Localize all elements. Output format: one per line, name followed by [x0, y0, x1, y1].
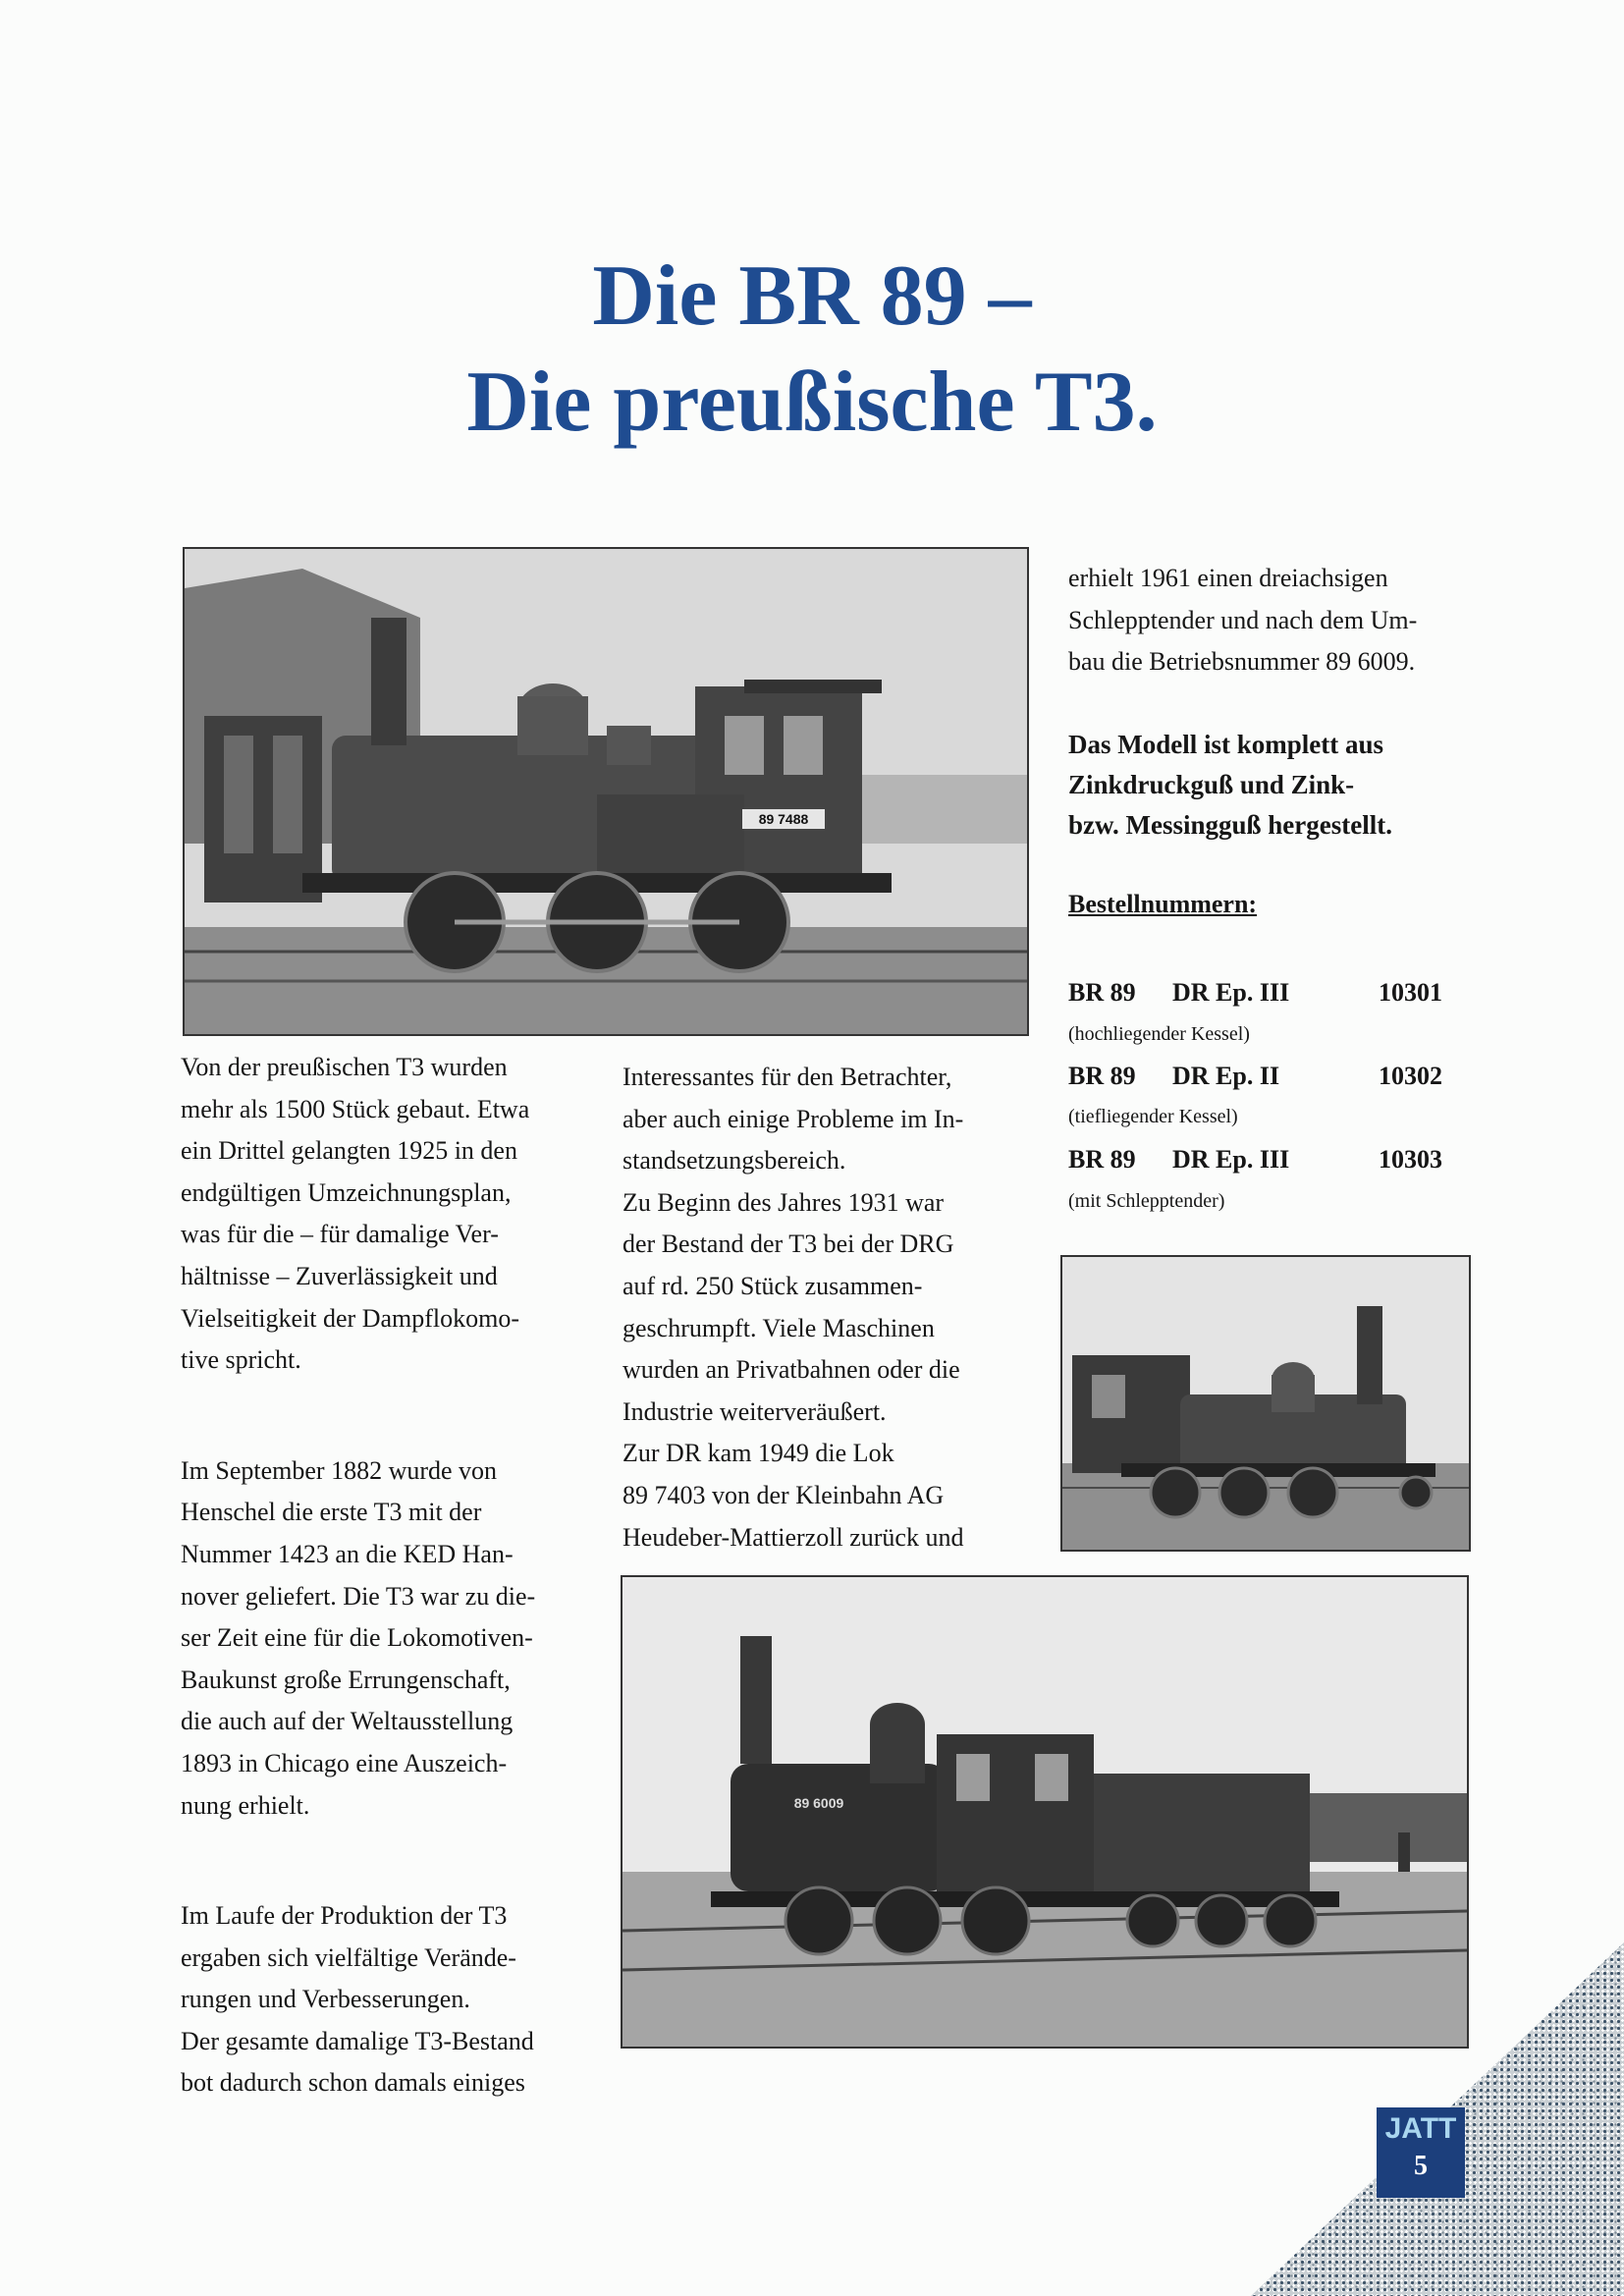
text-line: Vielseitigkeit der Dampflokomo-	[181, 1303, 520, 1333]
order-model: BR 89	[1068, 1062, 1136, 1090]
locomotive-number-plate: 89 6009	[793, 1795, 844, 1811]
model-material-note	[1068, 725, 1500, 846]
text-line: bau die Betriebsnummer 89 6009.	[1068, 647, 1416, 677]
text-line: Henschel die erste T3 mit der	[181, 1498, 482, 1527]
text-line: bzw. Messingguß hergestellt.	[1068, 810, 1392, 840]
order-row	[1068, 1145, 1461, 1178]
text-line: Im September 1882 wurde von	[181, 1455, 498, 1485]
text-column-2	[623, 1057, 1045, 1558]
text-line: 1893 in Chicago eine Auszeich-	[181, 1748, 508, 1777]
text-line: bot dadurch schon damals einiges	[181, 2068, 525, 2098]
order-model: BR 89	[1068, 978, 1136, 1007]
text-line: ergaben sich vielfältige Verände-	[181, 1942, 516, 1972]
order-epoch: DR Ep. III	[1172, 1145, 1290, 1174]
text-line: Das Modell ist komplett aus	[1068, 730, 1384, 759]
text-line: geschrumpft. Viele Maschinen	[623, 1313, 935, 1342]
text-line: Nummer 1423 an die KED Han-	[181, 1539, 514, 1568]
page-title-line-2: Die preußische T3.	[466, 355, 1158, 450]
order-note: (tiefliegender Kessel)	[1068, 1106, 1238, 1127]
page-number-badge	[1377, 2107, 1465, 2198]
text-line: Zu Beginn des Jahres 1931 war	[623, 1187, 945, 1217]
order-number: 10301	[1379, 978, 1442, 1007]
text-line: standsetzungsbereich.	[623, 1146, 846, 1175]
text-line: was für die – für damalige Ver-	[181, 1220, 499, 1249]
locomotive-photo-shed	[183, 547, 1029, 1036]
text-line: nung erhielt.	[181, 1790, 310, 1820]
text-line: Interessantes für den Betrachter,	[623, 1063, 952, 1091]
text-line: Baukunst große Errungenschaft,	[181, 1665, 511, 1694]
locomotive-photo-side	[1060, 1255, 1471, 1552]
text-column-1	[181, 1047, 593, 2105]
text-line: mehr als 1500 Stück gebaut. Etwa	[181, 1094, 530, 1123]
paragraph-gap	[181, 1382, 593, 1450]
brand-label: JATT	[1384, 2112, 1457, 2145]
text-line: wurden an Privatbahnen oder die	[623, 1355, 960, 1385]
order-number: 10303	[1379, 1145, 1442, 1174]
order-note: (hochliegender Kessel)	[1068, 1023, 1250, 1045]
locomotive-photo-with-tender	[621, 1575, 1469, 2049]
text-line: Zur DR kam 1949 die Lok	[623, 1439, 894, 1468]
order-number: 10302	[1379, 1062, 1442, 1090]
text-line: ein Drittel gelangten 1925 in den	[181, 1136, 517, 1166]
order-row	[1068, 978, 1461, 1011]
page-number: 5	[1414, 2151, 1428, 2181]
text-line: Von der preußischen T3 wurden	[181, 1053, 508, 1081]
order-row	[1068, 1062, 1461, 1095]
text-line: Heudeber-Mattierzoll zurück und	[623, 1522, 964, 1552]
text-line: endgültigen Umzeichnungsplan,	[181, 1177, 512, 1207]
order-model: BR 89	[1068, 1145, 1136, 1174]
text-line: die auch auf der Weltausstellung	[181, 1707, 514, 1736]
text-line: rungen und Verbesserungen.	[181, 1985, 470, 2014]
locomotive-number-plate: 89 7488	[758, 811, 809, 827]
order-numbers-heading: Bestellnummern:	[1068, 890, 1258, 918]
paragraph-gap	[181, 1827, 593, 1895]
text-line: Industrie weiterveräußert.	[623, 1396, 887, 1426]
text-line: Zinkdruckguß und Zink-	[1068, 770, 1355, 799]
text-line: aber auch einige Probleme im In-	[623, 1104, 964, 1133]
text-line: erhielt 1961 einen dreiachsigen	[1068, 564, 1388, 592]
text-line: Schlepptender und nach dem Um-	[1068, 605, 1418, 634]
text-line: hältnisse – Zuverlässigkeit und	[181, 1261, 498, 1290]
text-column-3	[1068, 558, 1500, 683]
text-line: Der gesamte damalige T3-Bestand	[181, 2026, 534, 2055]
page-title-line-1: Die BR 89 –	[592, 248, 1032, 344]
text-line: 89 7403 von der Kleinbahn AG	[623, 1480, 945, 1509]
order-note: (mit Schlepptender)	[1068, 1190, 1225, 1212]
text-line: ser Zeit eine für die Lokomotiven-	[181, 1623, 533, 1653]
text-line: der Bestand der T3 bei der DRG	[623, 1230, 954, 1259]
text-line: Im Laufe der Produktion der T3	[181, 1901, 508, 1931]
order-epoch: DR Ep. II	[1172, 1062, 1280, 1090]
text-line: nover geliefert. Die T3 war zu die-	[181, 1581, 536, 1611]
order-epoch: DR Ep. III	[1172, 978, 1290, 1007]
text-line: tive spricht.	[181, 1345, 301, 1375]
text-line: auf rd. 250 Stück zusammen-	[623, 1271, 923, 1300]
